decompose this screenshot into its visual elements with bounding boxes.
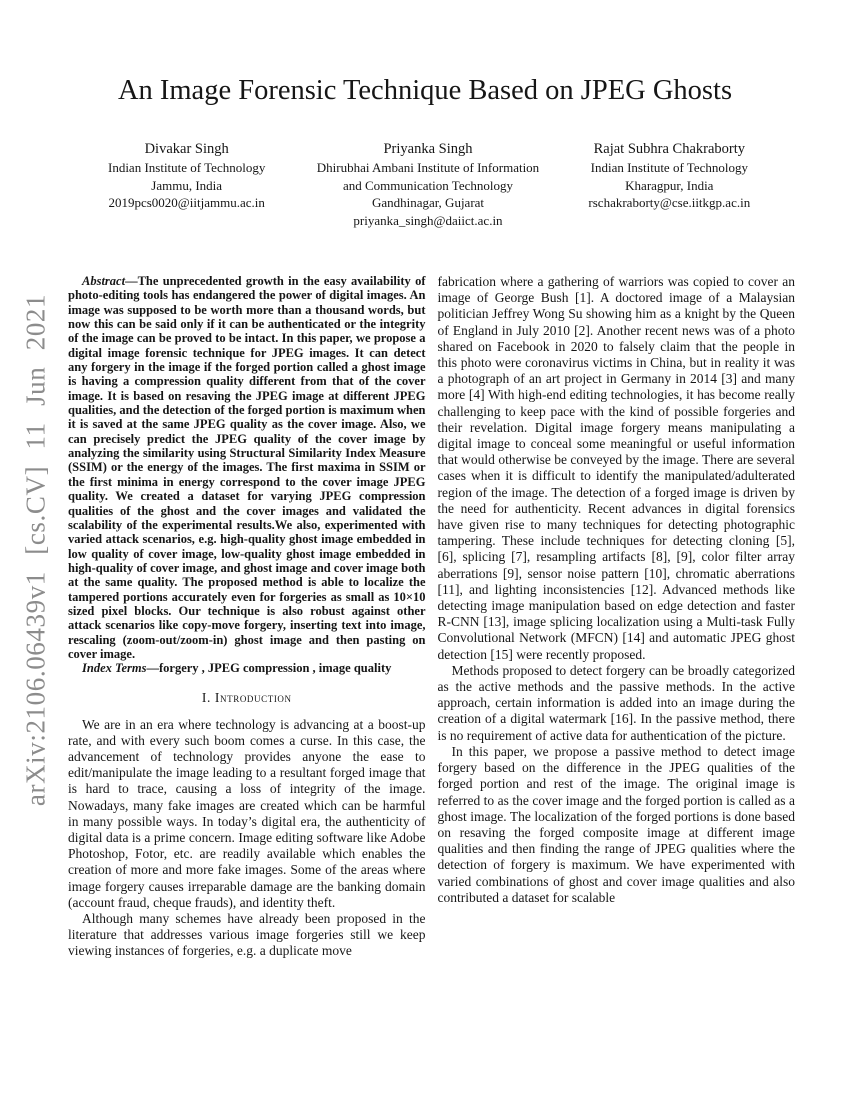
author-affiliation-line: Jammu, India [151, 177, 223, 193]
author-affiliation-line: Indian Institute of Technology [107, 160, 266, 175]
paper-title: An Image Forensic Technique Based on JPEG Ghosts [117, 75, 733, 106]
author-affiliation-line: Dhirubhai Ambani Institute of Information [316, 160, 540, 175]
author-name: Priyanka Singh [383, 141, 473, 157]
authors-row [66, 140, 790, 229]
author-block-1 [66, 140, 307, 229]
two-column-layout [68, 274, 795, 960]
author-affiliation-line: Kharagpur, India [625, 177, 714, 193]
index-terms-paragraph [68, 661, 426, 675]
abstract-label: Abstract [82, 274, 126, 288]
intro-paragraph-4: In this paper, we propose a passive method to detect image forgery based on the difference in the JPEG qualities of the forged portion and rest of the image. The original image is referred to as the cover image and the forged portion is called as a ghost image. The localization of the forged portions is done based on resaving the forged composite image at different image qualities and then finding the range of JPEG qualities where the detection of forgery is maximum. We have experimented with varied combinations of ghost and cover image qualities and also contributed a dataset for scalable [437, 743, 795, 905]
intro-paragraph-3: Methods proposed to detect forgery can be broadly categorized as the active methods and the passive methods. In the active approach, certain information is added into an image during the creation of a digital watermark [16]. In the passive method, there is no requirement of active data for authentication of the picture. [437, 662, 795, 743]
arxiv-watermark: arXiv:2106.06439v1 [cs.CV] 11 Jun 2021 [20, 293, 51, 807]
author-name: Rajat Subhra Chakraborty [593, 141, 746, 157]
paper-body [68, 274, 795, 960]
author-block-2 [307, 140, 548, 229]
abstract-paragraph [68, 274, 426, 661]
column-right [438, 274, 796, 960]
index-terms-text: —forgery , JPEG compression , image quality [146, 661, 392, 676]
index-terms-label: Index Terms [82, 661, 147, 676]
author-email: priyanka_singh@daiict.ac.in [353, 212, 503, 228]
author-affiliation-line: and Communication Technology [342, 177, 513, 193]
author-block-3 [549, 140, 790, 229]
intro-paragraph-2: Although many schemes have already been proposed in the literature that addresses various image forgeries still we keep viewing instances of forgeries, e.g. a duplicate move [68, 911, 426, 959]
author-affiliation-line: Gandhinagar, Gujarat [371, 195, 485, 210]
column-left [68, 274, 426, 960]
author-email: rschakraborty@cse.iitkgp.ac.in [588, 195, 751, 210]
author-email: 2019pcs0020@iitjammu.ac.in [108, 195, 265, 210]
author-affiliation-line: Indian Institute of Technology [590, 160, 748, 175]
section-heading-introduction: I. Introduction [201, 689, 292, 705]
intro-paragraph-2-continued: fabrication where a gathering of warriors was copied to cover an image of George Bush [1]. A doctored image of a Malaysian politician Jeffrey Wong Su showing him as a knight by the Queen of England in July 2010 [2]. Another recent news was of a photo shared on Facebook in 2020 to falsely claim that the people in this photo were coronavirus victims in China, but in reality it was a photograph of an art project in Germany in 2014 [3] and many more [4] With high-end editing technologies, it has become really challenging to keep pace with the kind of possible forgeries and their revelation. Digital image forgery means manipulating a digital image to conceal some meaningful or useful information that would otherwise be conveyed by the image. There are several cases when it is difficult to identify the manipulated/adulterated region of the image. The detection of a forged image is driven by the need for authenticity. Recent advances in digital forensics have given rise to many techniques for detecting photographic tampering. These include techniques for detecting cloning [5], [6], splicing [7], resampling artifacts [8], [9], color filter array aberrations [9], sensor noise pattern [10], chromatic aberrations [11], and lighting inconsistencies [12]. Advanced methods like detecting image manipulation based on edge detection and faster R-CNN [13], image splicing localization using a Multi-task Fully Convolutional Network (MFCN) [14] and automatic JPEG ghost detection [15] were recently proposed. [437, 274, 795, 662]
abstract-text: —The unprecedented growth in the easy availability of photo-editing tools has endangered the power of digital images. An image was supposed to be worth more than a thousand words, but now this can be said only if it can be authenticated or the integrity of the image can be proved to be intact. In this paper, we propose a digital image forensic technique for JPEG images. It can detect any forgery in the image if the forged portion called a ghost image is having a compression quality different from that of the cover image. It is based on resaving the JPEG image at different JPEG qualities, and the detection of the forged portion is maximum when it is saved at the same JPEG quality as the cover image. Also, we can precisely predict the JPEG quality of the cover image by analyzing the similarity using Structural Similarity Index Measure (SSIM) or the energy of the images. The first maxima in SSIM or the first minima in energy correspond to the cover image JPEG quality. We created a dataset for varying JPEG compression qualities of the ghost and the cover images and validated the scalability of the experimental results.We also, experimented with varied attack scenarios, e.g. high-quality ghost image embedded in low quality of cover image, low-quality ghost image embedded in high-quality of cover image, and ghost image and cover image both at the same quality. The proposed method is able to localize the tampered portions accurately even for forgeries as small as 10×10 sized pixel blocks. Our technique is also robust against other attack scenarios like copy-move forgery, inserting text into image, rescaling (zoom-out/zoom-in) ghost image and then pasting on cover image. [68, 274, 426, 661]
intro-paragraph-1: We are in an era where technology is advancing at a boost-up rate, and with every such boom comes a curse. In this case, the advancement of technology provides anyone the ease to edit/manipulate the image leading to a resultant forged image that is hard to trace, causing a loss of integrity of the image. Nowadays, many fake images are created which can be harmful in many possible ways. In today’s digital era, the authenticity of digital data is a prime concern. Image editing software like Adobe Photoshop, Fotor, etc. are readily available which enables the creation of more and more fake images. Some of the areas where image forgery causes irreparable damage are the banking domain (account fraud, cheque frauds), and identity theft. [68, 716, 426, 910]
author-name: Divakar Singh [144, 141, 229, 157]
